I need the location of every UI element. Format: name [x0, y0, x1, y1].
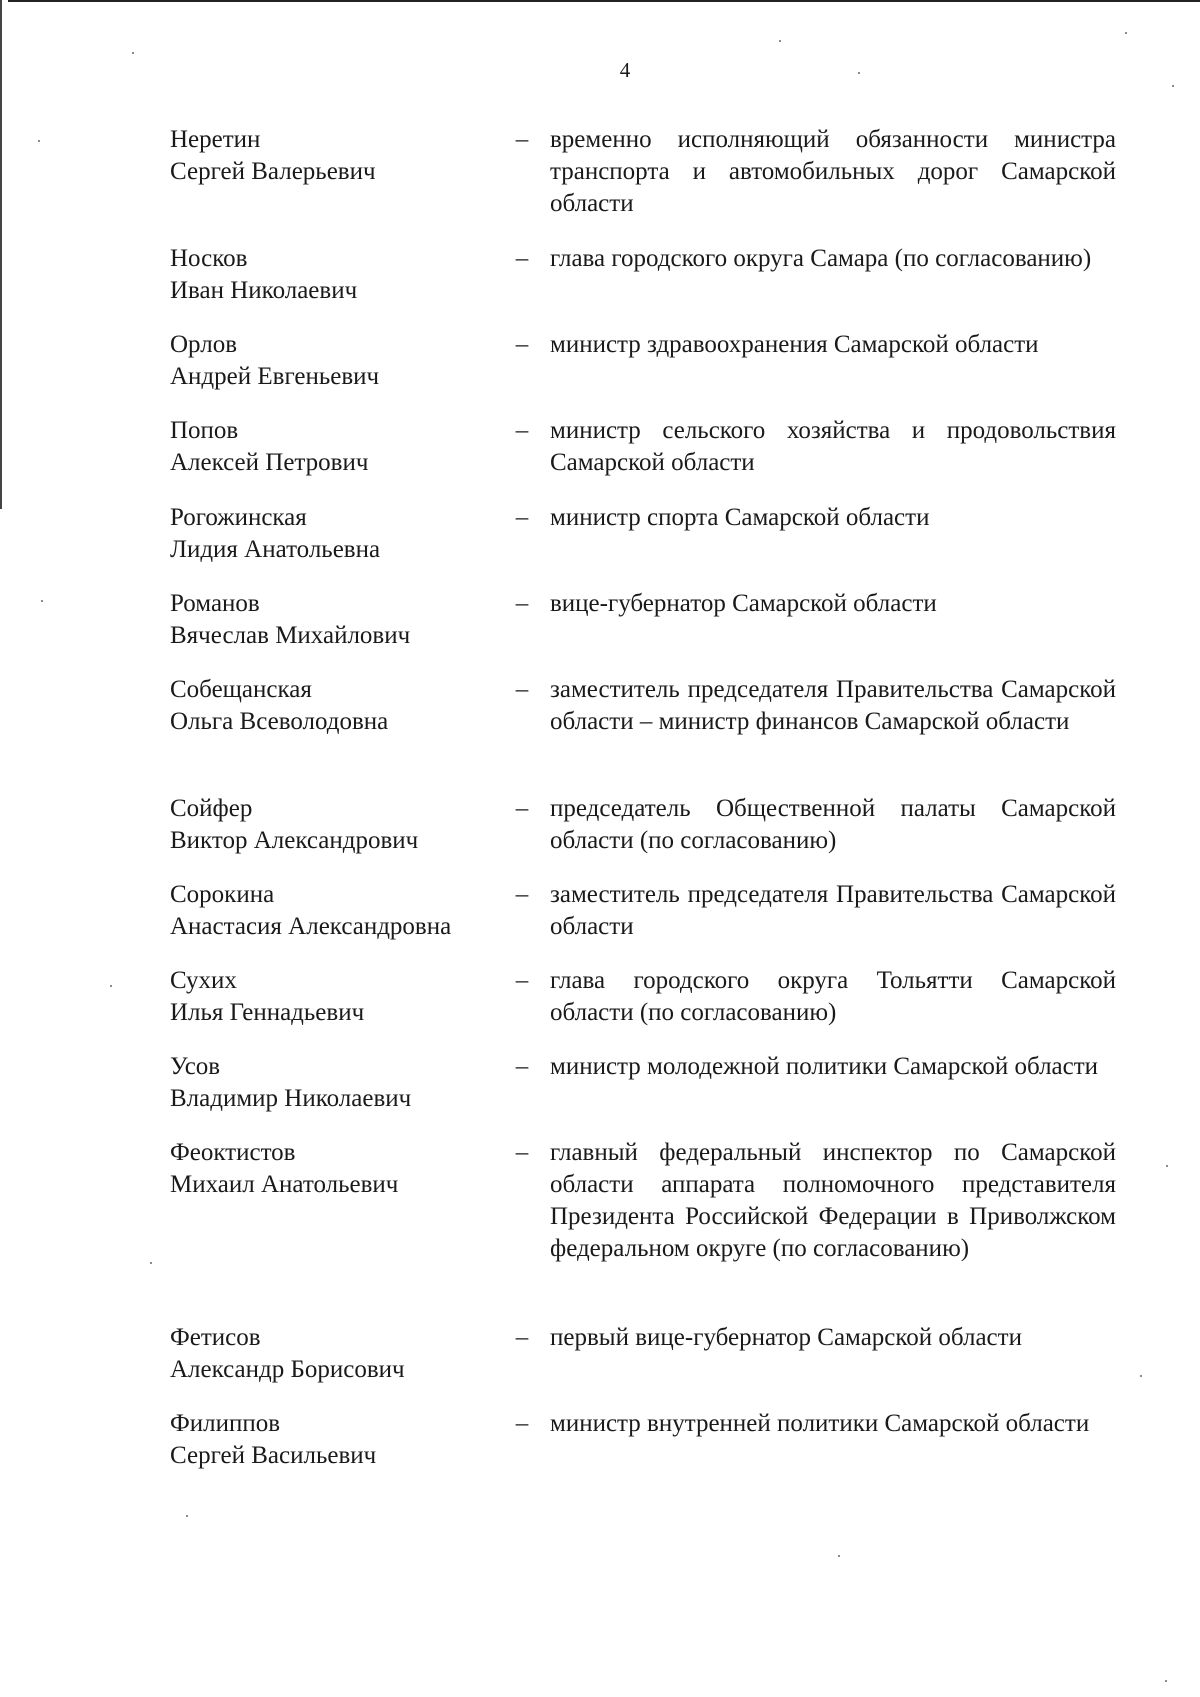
scan-speck [132, 52, 134, 54]
dash: – [515, 504, 529, 531]
surname: Романов [170, 590, 260, 617]
dash: – [515, 1410, 529, 1437]
given-name: Анастасия Александровна [170, 913, 452, 940]
surname: Фетисов [170, 1324, 261, 1351]
surname: Неретин [170, 126, 261, 153]
given-name: Владимир Николаевич [170, 1085, 412, 1112]
given-name: Алексей Петрович [170, 449, 369, 476]
scan-speck [1172, 85, 1174, 87]
given-name: Андрей Евгеньевич [170, 363, 380, 390]
position: заместитель председателя Правительства Самарской области [550, 881, 1116, 940]
surname: Собещанская [170, 676, 312, 703]
scan-speck [779, 40, 781, 42]
given-name: Сергей Васильевич [170, 1442, 377, 1469]
person-name [170, 124, 500, 188]
scan-speck [1165, 1680, 1167, 1682]
person-name [170, 879, 500, 943]
given-name: Ольга Всеволодовна [170, 708, 389, 735]
dash: – [515, 795, 529, 822]
given-name: Иван Николаевич [170, 277, 358, 304]
person-name [170, 965, 500, 1029]
scan-speck [1125, 32, 1127, 34]
dash: – [515, 676, 529, 703]
surname: Феоктистов [170, 1139, 296, 1166]
surname: Сухих [170, 967, 237, 994]
scan-speck [1166, 1165, 1168, 1167]
given-name: Сергей Валерьевич [170, 158, 376, 185]
position: министр здравоохранения Самарской области [550, 331, 1039, 358]
person-name [170, 243, 500, 307]
position: министр спорта Самарской области [550, 504, 930, 531]
position: глава городского округа Тольятти Самарской области (по согласованию) [550, 967, 1116, 1026]
given-name: Михаил Анатольевич [170, 1171, 399, 1198]
dash: – [515, 417, 529, 444]
surname: Носков [170, 245, 248, 272]
given-name: Илья Геннадьевич [170, 999, 365, 1026]
scan-speck [1140, 1375, 1142, 1377]
given-name: Виктор Александрович [170, 827, 419, 854]
position: глава городского округа Самара (по согласованию) [550, 245, 1092, 272]
given-name: Лидия Анатольевна [170, 536, 381, 563]
scan-speck [41, 600, 43, 602]
dash: – [515, 331, 529, 358]
surname: Орлов [170, 331, 238, 358]
dash: – [515, 881, 529, 908]
position: первый вице-губернатор Самарской области [550, 1324, 1022, 1351]
person-name [170, 1408, 500, 1472]
scan-speck [150, 1262, 152, 1264]
person-name [170, 502, 500, 566]
given-name: Александр Борисович [170, 1356, 405, 1383]
dash: – [515, 245, 529, 272]
position: председатель Общественной палаты Самарской области (по согласованию) [550, 795, 1116, 854]
surname: Сойфер [170, 795, 253, 822]
scan-speck [186, 1515, 188, 1517]
position: министр сельского хозяйства и продовольствия Самарской области [550, 417, 1116, 476]
position: министр внутренней политики Самарской области [550, 1410, 1090, 1437]
scan-speck [858, 72, 860, 74]
dash: – [515, 1053, 529, 1080]
dash: – [515, 590, 529, 617]
position: министр молодежной политики Самарской области [550, 1053, 1099, 1080]
position: временно исполняющий обязанности министра транспорта и автомобильных дорог Самарской области [550, 126, 1116, 217]
scan-speck [838, 1555, 840, 1557]
position: главный федеральный инспектор по Самарской области аппарата полномочного представителя Президента Российской Федерации в Приволжском федеральном округе (по согласованию) [550, 1139, 1116, 1262]
person-name [170, 1051, 500, 1115]
scan-speck [38, 140, 40, 142]
scan-speck [110, 985, 112, 987]
position: заместитель председателя Правительства Самарской области – министр финансов Самарской области [550, 676, 1116, 735]
surname: Усов [170, 1053, 221, 1080]
person-name [170, 674, 500, 738]
page-number: 4 [619, 58, 631, 82]
given-name: Вячеслав Михайлович [170, 622, 411, 649]
dash: – [515, 1139, 529, 1166]
surname: Сорокина [170, 881, 275, 908]
person-name [170, 1137, 500, 1201]
person-name [170, 415, 500, 479]
person-name [170, 1322, 500, 1386]
dash: – [515, 1324, 529, 1351]
dash: – [515, 967, 529, 994]
dash: – [515, 126, 529, 153]
person-name [170, 793, 500, 857]
person-name [170, 588, 500, 652]
surname: Рогожинская [170, 504, 307, 531]
surname: Попов [170, 417, 239, 444]
surname: Филиппов [170, 1410, 281, 1437]
position: вице-губернатор Самарской области [550, 590, 937, 617]
person-name [170, 329, 500, 393]
